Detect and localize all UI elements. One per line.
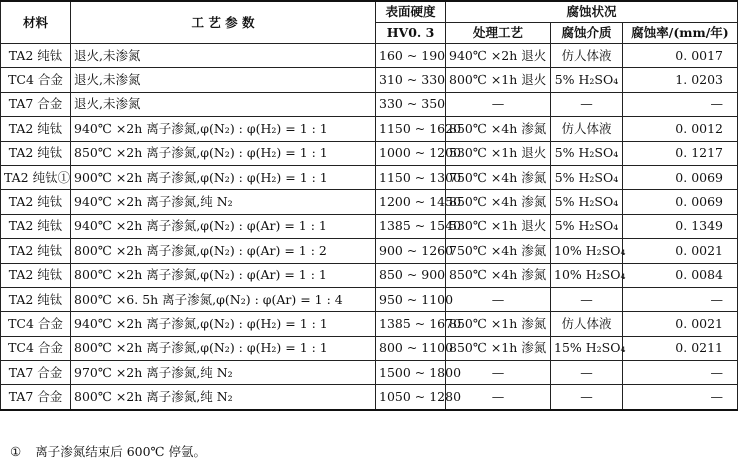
cell-treatment: 530℃ ×1h 退火 (446, 141, 551, 165)
cell-medium: 5% H₂SO₄ (551, 165, 623, 189)
table-row (1, 239, 738, 263)
cell-treatment: 940℃ ×2h 退火 (446, 44, 551, 68)
cell-rate: 0. 1217 (623, 141, 738, 165)
cell-process: 800℃ ×2h 离子渗氮,φ(N₂) : φ(Ar) = 1 : 2 (71, 239, 376, 263)
cell-hardness: 1385 ~ 1540 (376, 214, 446, 238)
cell-process: 800℃ ×2h 离子渗氮,纯 N₂ (71, 385, 376, 410)
header-treatment: 处理工艺 (446, 23, 551, 44)
header-corrosion: 腐蚀状况 (446, 1, 738, 23)
cell-hardness: 330 ~ 350 (376, 92, 446, 116)
cell-process: 800℃ ×6. 5h 离子渗氮,φ(N₂) : φ(Ar) = 1 : 4 (71, 287, 376, 311)
cell-medium: 5% H₂SO₄ (551, 68, 623, 92)
cell-material: TA2 纯钛 (1, 287, 71, 311)
cell-medium: 5% H₂SO₄ (551, 190, 623, 214)
cell-process: 退火,未渗氮 (71, 44, 376, 68)
cell-material: TA7 合金 (1, 92, 71, 116)
cell-treatment: 850℃ ×1h 渗氮 (446, 336, 551, 360)
cell-process: 940℃ ×2h 离子渗氮,φ(N₂) : φ(H₂) = 1 : 1 (71, 117, 376, 141)
cell-material: TA7 合金 (1, 361, 71, 385)
cell-material: TA7 合金 (1, 385, 71, 410)
cell-rate: 0. 0069 (623, 165, 738, 189)
cell-process: 940℃ ×2h 离子渗氮,φ(N₂) : φ(Ar) = 1 : 1 (71, 214, 376, 238)
cell-hardness: 800 ~ 1100 (376, 336, 446, 360)
cell-process: 940℃ ×2h 离子渗氮,φ(N₂) : φ(H₂) = 1 : 1 (71, 312, 376, 336)
header-material: 材料 (1, 1, 71, 44)
cell-material: TA2 纯钛 (1, 214, 71, 238)
cell-rate: 0. 0021 (623, 312, 738, 336)
cell-treatment: — (446, 92, 551, 116)
cell-treatment: 530℃ ×1h 退火 (446, 214, 551, 238)
cell-medium: 仿人体液 (551, 117, 623, 141)
cell-hardness: 1200 ~ 1450 (376, 190, 446, 214)
cell-treatment: — (446, 361, 551, 385)
cell-process: 800℃ ×2h 离子渗氮,φ(N₂) : φ(Ar) = 1 : 1 (71, 263, 376, 287)
cell-rate: 0. 0211 (623, 336, 738, 360)
cell-treatment: — (446, 287, 551, 311)
cell-rate: 1. 0203 (623, 68, 738, 92)
cell-material: TC4 合金 (1, 336, 71, 360)
cell-rate: 0. 0069 (623, 190, 738, 214)
cell-rate: 0. 1349 (623, 214, 738, 238)
cell-medium: — (551, 385, 623, 410)
cell-medium: — (551, 287, 623, 311)
cell-material: TA2 纯钛 (1, 141, 71, 165)
cell-material: TA2 纯钛 (1, 117, 71, 141)
table-row (1, 385, 738, 410)
cell-treatment: 750℃ ×4h 渗氮 (446, 165, 551, 189)
cell-medium: 仿人体液 (551, 44, 623, 68)
cell-treatment: 850℃ ×4h 渗氮 (446, 263, 551, 287)
cell-hardness: 1150 ~ 1300 (376, 165, 446, 189)
header-hardness: 表面硬度 (376, 1, 446, 23)
table-row (1, 190, 738, 214)
cell-hardness: 950 ~ 1100 (376, 287, 446, 311)
table-row (1, 361, 738, 385)
cell-rate: 0. 0084 (623, 263, 738, 287)
cell-material: TC4 合金 (1, 68, 71, 92)
table-row (1, 214, 738, 238)
cell-hardness: 1000 ~ 1200 (376, 141, 446, 165)
cell-rate: 0. 0012 (623, 117, 738, 141)
cell-medium: 5% H₂SO₄ (551, 141, 623, 165)
cell-treatment: 850℃ ×1h 渗氮 (446, 312, 551, 336)
cell-medium: 10% H₂SO₄ (551, 239, 623, 263)
cell-process: 退火,未渗氮 (71, 68, 376, 92)
cell-hardness: 900 ~ 1260 (376, 239, 446, 263)
cell-medium: 仿人体液 (551, 312, 623, 336)
cell-material: TA2 纯钛 (1, 190, 71, 214)
table-row (1, 263, 738, 287)
cell-rate: — (623, 92, 738, 116)
cell-material: TA2 纯钛 (1, 263, 71, 287)
cell-process: 970℃ ×2h 离子渗氮,纯 N₂ (71, 361, 376, 385)
footnote (10, 442, 206, 460)
table-row (1, 287, 738, 311)
cell-rate: 0. 0021 (623, 239, 738, 263)
cell-material: TC4 合金 (1, 312, 71, 336)
header-process: 工 艺 参 数 (71, 1, 376, 44)
cell-process: 850℃ ×2h 离子渗氮,φ(N₂) : φ(H₂) = 1 : 1 (71, 141, 376, 165)
cell-medium: 5% H₂SO₄ (551, 214, 623, 238)
cell-hardness: 160 ~ 190 (376, 44, 446, 68)
table-row (1, 312, 738, 336)
cell-treatment: 750℃ ×4h 渗氮 (446, 239, 551, 263)
cell-hardness: 1050 ~ 1280 (376, 385, 446, 410)
footnote-mark: ① (10, 444, 22, 459)
footnote-text: 离子渗氮结束后 600℃ 停氩。 (35, 444, 207, 459)
header-rate: 腐蚀率/(mm/年) (623, 23, 738, 44)
table-row (1, 92, 738, 116)
cell-hardness: 1385 ~ 1670 (376, 312, 446, 336)
cell-process: 退火,未渗氮 (71, 92, 376, 116)
cell-treatment: 850℃ ×4h 渗氮 (446, 190, 551, 214)
table-row (1, 141, 738, 165)
cell-treatment: — (446, 385, 551, 410)
header-medium: 腐蚀介质 (551, 23, 623, 44)
table-body (1, 44, 738, 410)
table-header (1, 1, 738, 44)
table-row (1, 165, 738, 189)
cell-hardness: 310 ~ 330 (376, 68, 446, 92)
cell-process: 800℃ ×2h 离子渗氮,φ(N₂) : φ(H₂) = 1 : 1 (71, 336, 376, 360)
cell-medium: 10% H₂SO₄ (551, 263, 623, 287)
cell-medium: — (551, 92, 623, 116)
cell-hardness: 850 ~ 900 (376, 263, 446, 287)
cell-process: 940℃ ×2h 离子渗氮,纯 N₂ (71, 190, 376, 214)
table-row (1, 336, 738, 360)
cell-material: TA2 纯钛 (1, 239, 71, 263)
cell-rate: 0. 0017 (623, 44, 738, 68)
cell-rate: — (623, 361, 738, 385)
cell-rate: — (623, 287, 738, 311)
cell-process: 900℃ ×2h 离子渗氮,φ(N₂) : φ(H₂) = 1 : 1 (71, 165, 376, 189)
table-row (1, 117, 738, 141)
cell-hardness: 1500 ~ 1800 (376, 361, 446, 385)
cell-treatment: 850℃ ×4h 渗氮 (446, 117, 551, 141)
table-row (1, 68, 738, 92)
cell-rate: — (623, 385, 738, 410)
cell-medium: — (551, 361, 623, 385)
cell-material: TA2 纯钛 (1, 44, 71, 68)
cell-medium: 15% H₂SO₄ (551, 336, 623, 360)
header-hardness-unit: HV0. 3 (376, 23, 446, 44)
cell-hardness: 1150 ~ 1620 (376, 117, 446, 141)
table-row (1, 44, 738, 68)
cell-material: TA2 纯钛① (1, 165, 71, 189)
cell-treatment: 800℃ ×1h 退火 (446, 68, 551, 92)
